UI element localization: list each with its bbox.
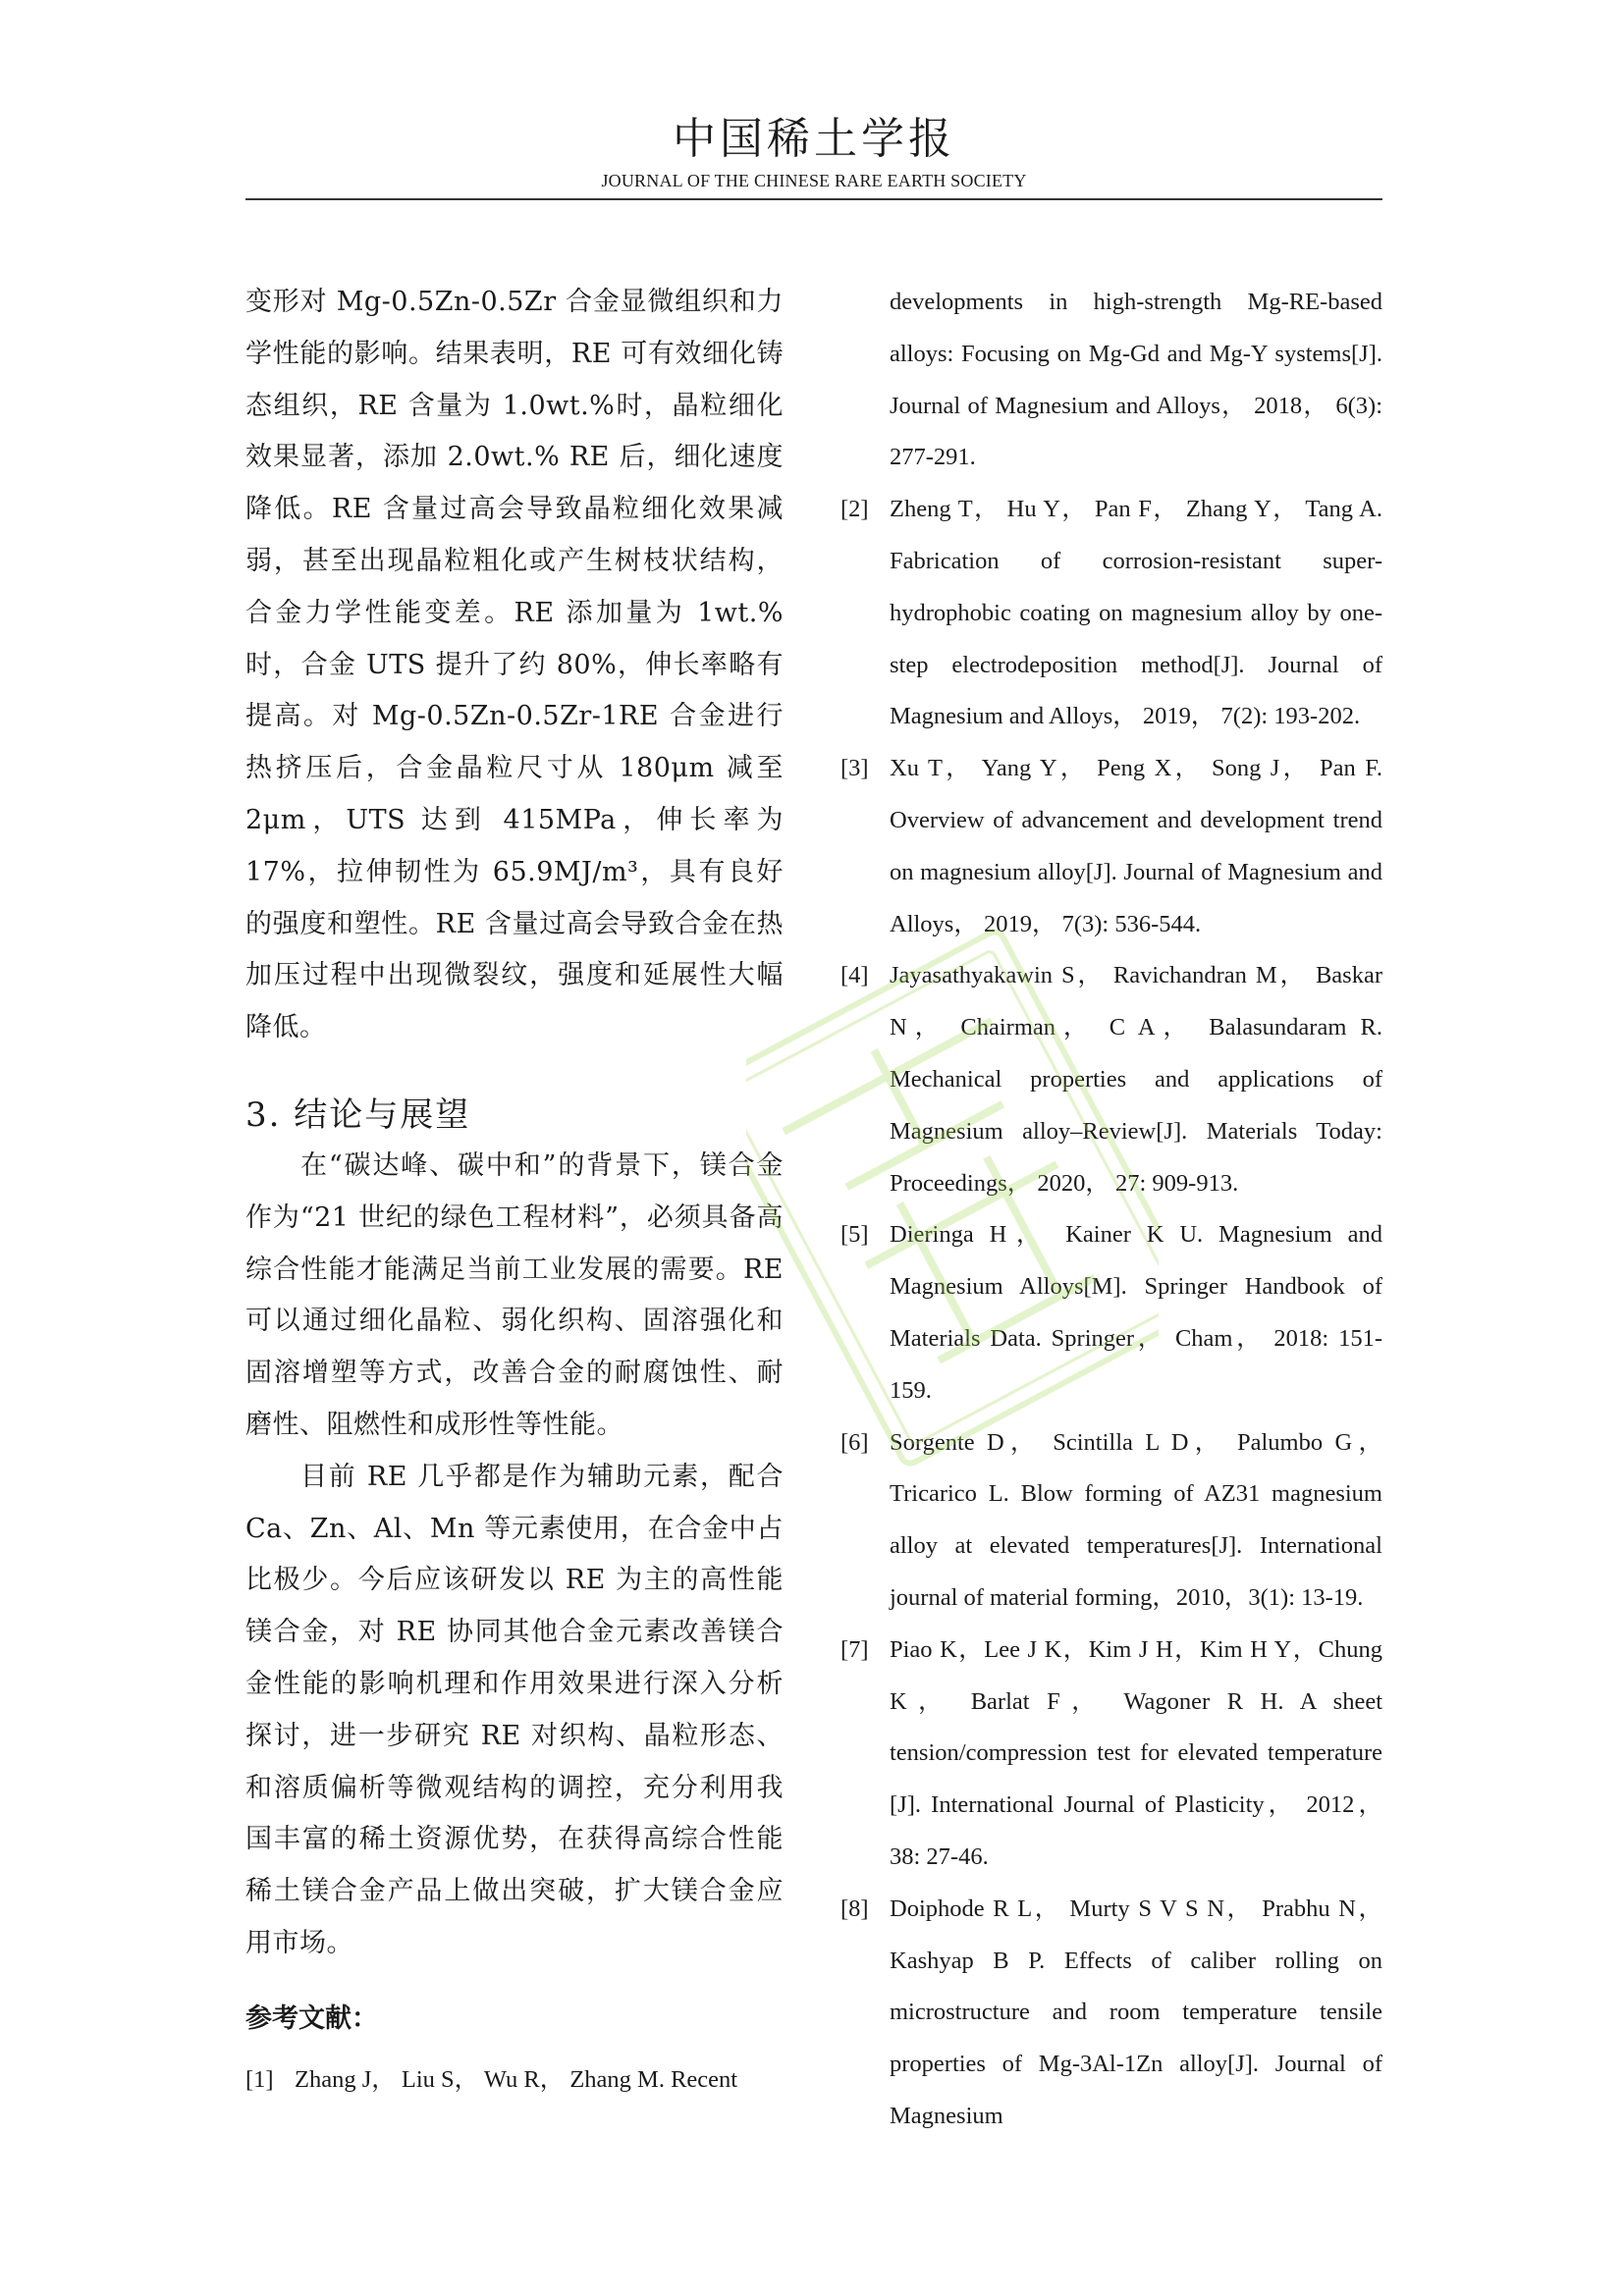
reference-text: Jayasathyakawin S， Ravichandran M， Baskar N， Chairman， C A， Balasundaram R. Mechanical properties and applications of Magnesium alloy–Review[J]. Materials Today: Proceedings， 2020， 27: 909-913.	[890, 962, 1382, 1197]
reference-continuation	[840, 277, 1382, 484]
reference-number: [4]	[840, 962, 869, 989]
reference-text: Sorgente D， Scintilla L D， Palumbo G， Tricarico L. Blow forming of AZ31 magnesium alloy at elevated temperatures[J]. International journal of material forming，2010，3(1): 13-19.	[890, 1428, 1382, 1611]
section-heading-conclusion: 3. 结论与展望	[245, 1095, 471, 1135]
reference-number: [6]	[840, 1428, 869, 1456]
journal-title: 中国稀土学报	[673, 114, 955, 164]
conclusion-paragraph-1: 在“碳达峰、碳中和”的背景下，镁合金作为“21 世纪的绿色工程材料”，必须具备高综合性能才能满足当前工业发展的需要。RE 可以通过细化晶粒、弱化织构、固溶强化和固溶增塑等方式，改善合金的耐腐蚀性、耐磨性、阻燃性和成形性等性能。	[245, 1149, 784, 1440]
reference-number: [5]	[840, 1221, 869, 1249]
reference-number: [7]	[840, 1635, 869, 1663]
header-rule	[245, 198, 1382, 200]
reference-item	[840, 1884, 1382, 2143]
reference-text: Dieringa H， Kainer K U. Magnesium and Magnesium Alloys[M]. Springer Handbook of Materials Data. Springer， Cham， 2018: 151-159.	[890, 1221, 1382, 1404]
reference-item	[840, 743, 1382, 950]
reference-number: [1]	[245, 2065, 274, 2093]
intro-paragraph: 变形对 Mg-0.5Zn-0.5Zr 合金显微组织和力学性能的影响。结果表明，RE 可有效细化铸态组织，RE 含量为 1.0wt.%时，晶粒细化效果显著，添加 2.0wt.% RE 后，细化速度降低。RE 含量过高会导致晶粒细化效果减弱，甚至出现晶粒粗化或产生树枝状结构，合金力学性能变差。RE 添加量为 1wt.%时，合金 UTS 提升了约 80%，伸长率略有提高。对 Mg-0.5Zn-0.5Zr-1RE 合金进行热挤压后，合金晶粒尺寸从 180μm 减至 2μm，UTS 达到 415MPa，伸长率为 17%，拉伸韧性为 65.9MJ/m³，具有良好的强度和塑性。RE 含量过高会导致合金在热加压过程中出现微裂纹，强度和延展性大幅降低。	[245, 287, 784, 1043]
page-header	[245, 116, 1382, 200]
reference-item	[840, 484, 1382, 743]
reference-item	[840, 1209, 1382, 1416]
reference-number: [3]	[840, 755, 869, 782]
right-column	[840, 277, 1382, 2143]
reference-item	[840, 1417, 1382, 1625]
reference-text: Piao K，Lee J K，Kim J H，Kim H Y，Chung K， Barlat F， Wagoner R H. A sheet tension/compression test for elevated temperature [J]. International Journal of Plasticity， 2012， 38: 27-46.	[890, 1635, 1382, 1870]
reference-number: [2]	[840, 496, 869, 523]
reference-text: Zhang J， Liu S， Wu R， Zhang M. Recent	[295, 2065, 738, 2093]
left-column	[245, 277, 784, 2107]
journal-subtitle: JOURNAL OF THE CHINESE RARE EARTH SOCIETY	[601, 171, 1027, 191]
reference-number: [8]	[840, 1895, 869, 1922]
reference-text: Doiphode R L， Murty S V S N， Prabhu N， Kashyap B P. Effects of caliber rolling on microstructure and room temperature tensile properties of Mg-3Al-1Zn alloy[J]. Journal of Magnesium	[890, 1895, 1382, 2129]
reference-text: Zheng T， Hu Y， Pan F， Zhang Y， Tang A. Fabrication of corrosion-resistant super-hydrophobic coating on magnesium alloy by one-step electrodeposition method[J]. Journal of Magnesium and Alloys， 2019， 7(2): 193-202.	[890, 496, 1382, 730]
references-heading: 参考文献：	[245, 2002, 378, 2034]
reference-item	[245, 2055, 784, 2107]
reference-text: developments in high-strength Mg-RE-based alloys: Focusing on Mg-Gd and Mg-Y systems[J]. Journal of Magnesium and Alloys， 2018， 6(3): 277-291.	[890, 289, 1382, 471]
reference-number-blank	[840, 277, 890, 484]
reference-item	[840, 1625, 1382, 1884]
conclusion-paragraph-2: 目前 RE 几乎都是作为辅助元素，配合 Ca、Zn、Al、Mn 等元素使用，在合金中占比极少。今后应该研发以 RE 为主的高性能镁合金，对 RE 协同其他合金元素改善镁合金性能的影响机理和作用效果进行深入分析探讨，进一步研究 RE 对织构、晶粒形态、和溶质偏析等微观结构的调控，充分利用我国丰富的稀土资源优势，在获得高综合性能稀土镁合金产品上做出突破，扩大镁合金应用市场。	[245, 1461, 784, 1958]
reference-item	[840, 950, 1382, 1209]
reference-text: Xu T， Yang Y， Peng X， Song J， Pan F. Overview of advancement and development trend on magnesium alloy[J]. Journal of Magnesium and Alloys， 2019， 7(3): 536-544.	[890, 755, 1382, 937]
